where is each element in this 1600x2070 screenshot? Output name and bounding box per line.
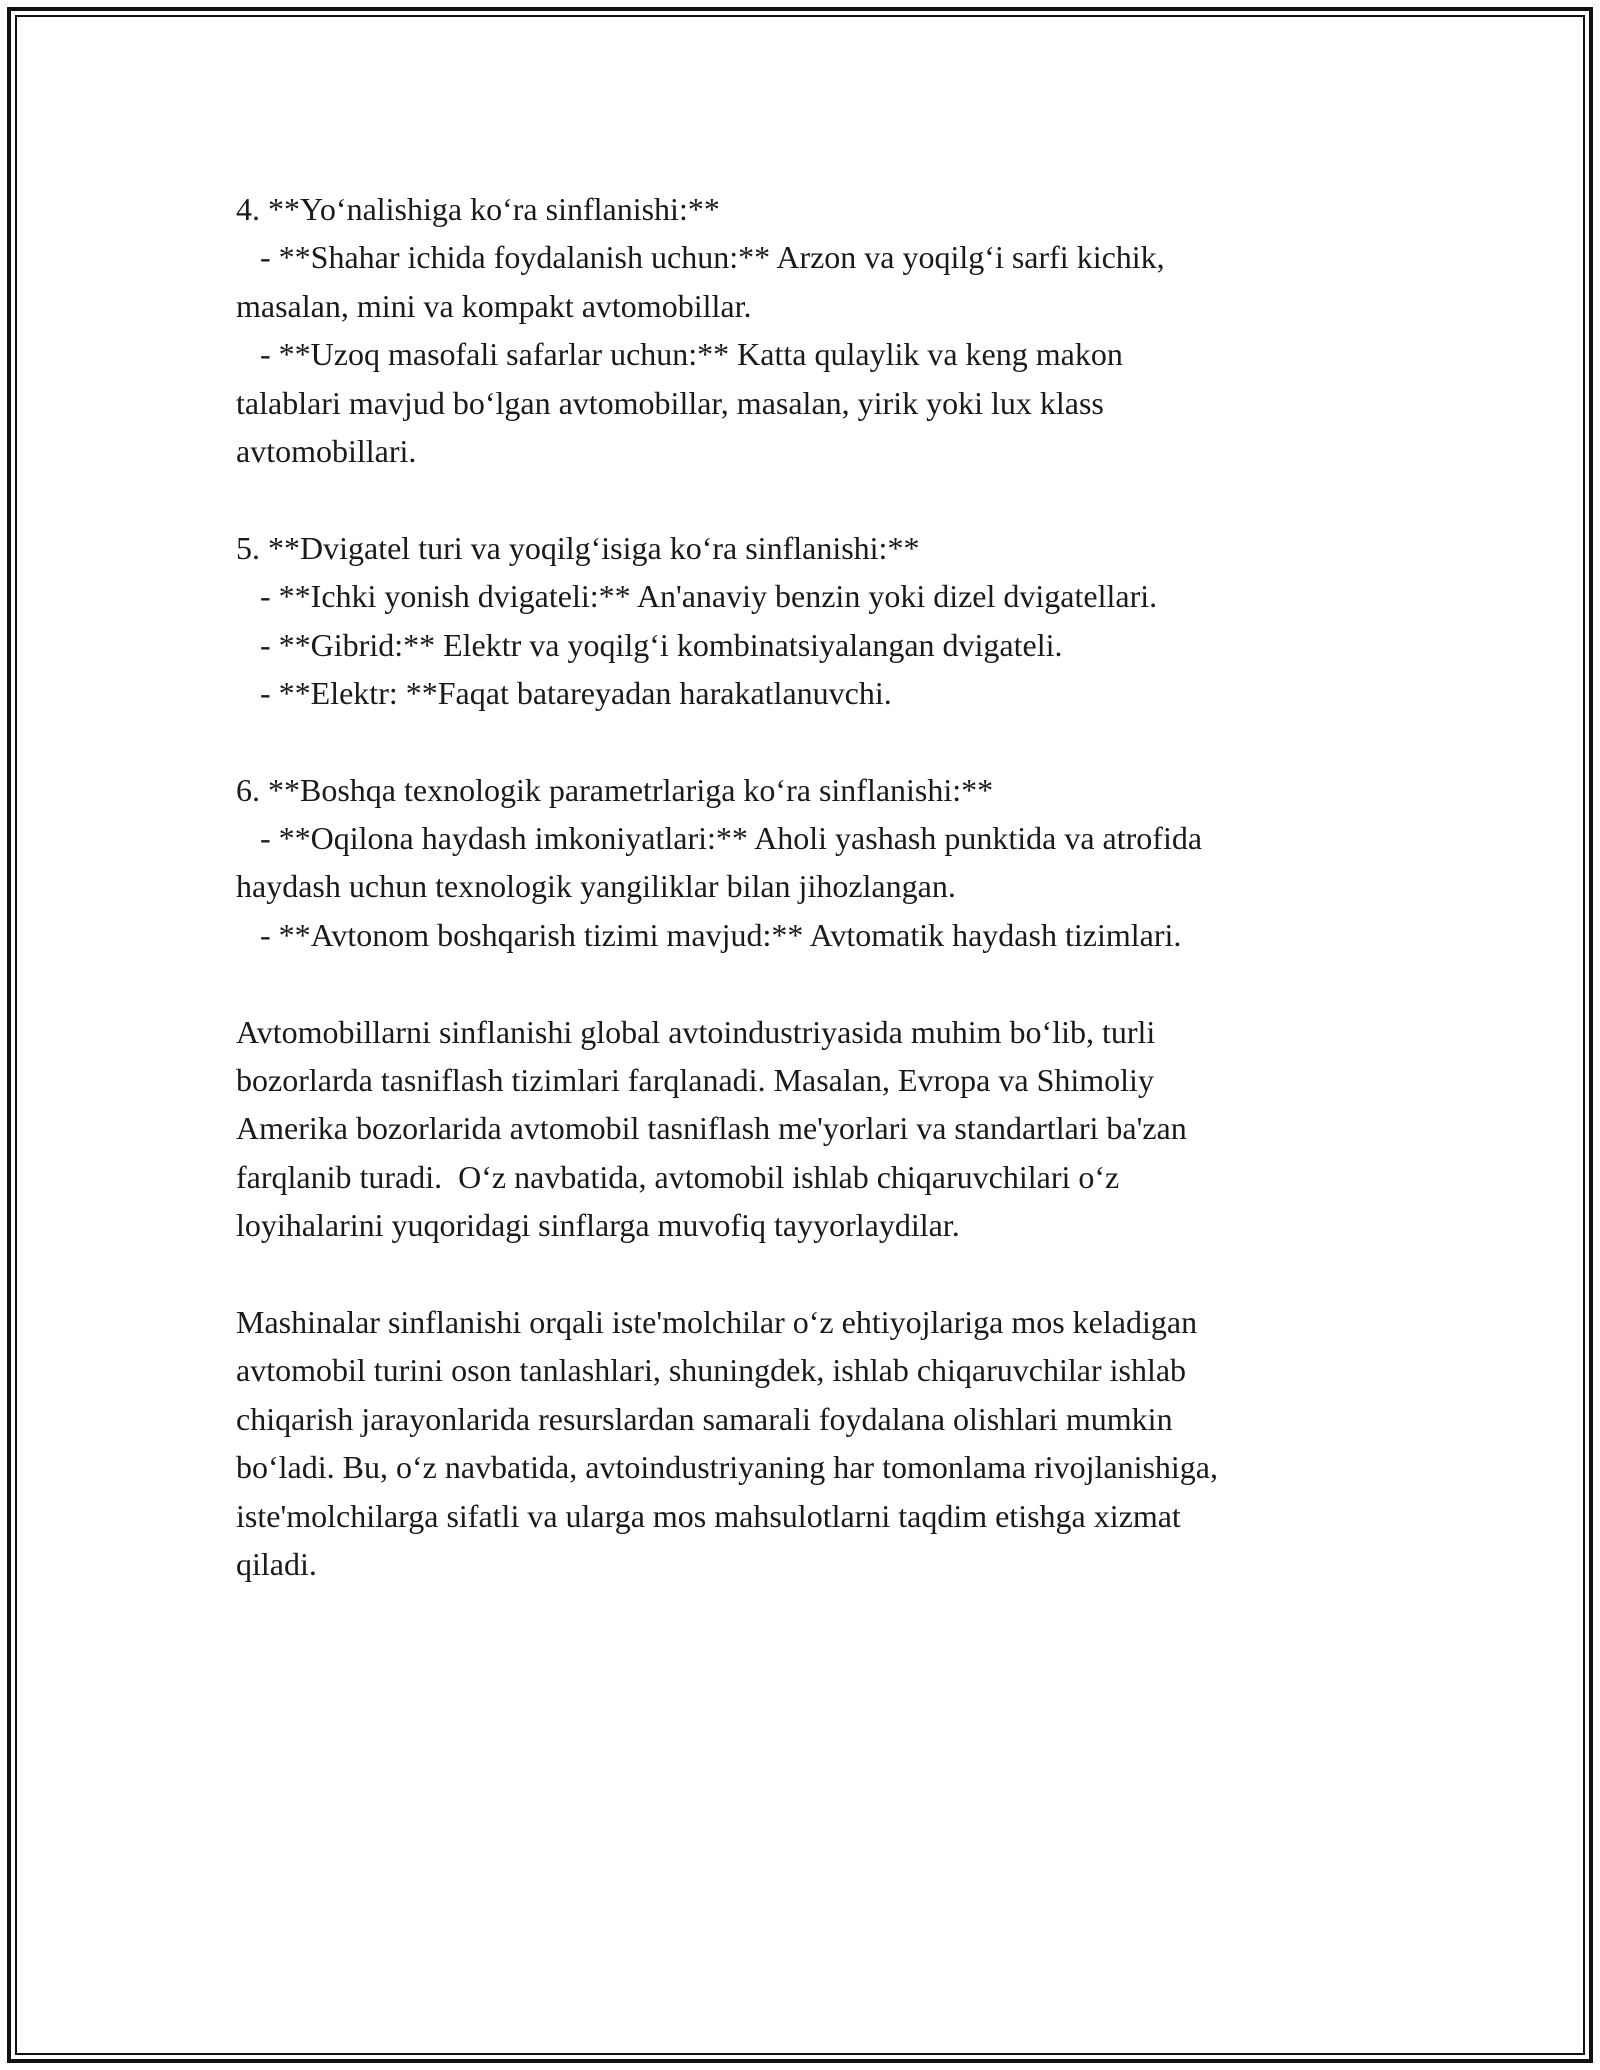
section-4-list [236, 185, 1386, 475]
paragraph-line: avtomobil turini oson tanlashlari, shuningdek, ishlab chiqaruvchilar ishlab [236, 1352, 1187, 1389]
paragraph-line: bo‘ladi. Bu, o‘z navbatida, avtoindustriyaning har tomonlama rivojlanishiga, [236, 1449, 1218, 1486]
paragraph-spacer [236, 717, 1386, 765]
section-heading: 6. **Boshqa texnologik parametrlariga ko‘ra sinflanishi:** [236, 771, 994, 808]
paragraph-line: Mashinalar sinflanishi orqali iste'molchilar o‘z ehtiyojlariga mos keladigan [236, 1303, 1198, 1340]
paragraph-line: Avtomobillarni sinflanishi global avtoindustriyasida muhim bo‘lib, turli [236, 1013, 1156, 1050]
paragraph-spacer [236, 1250, 1386, 1298]
list-item-line: - **Oqilona haydash imkoniyatlari:** Aholi yashash punktida va atrofida [236, 820, 1203, 857]
list-item-line: - **Avtonom boshqarish tizimi mavjud:** Avtomatik haydash tizimlari. [236, 916, 1182, 953]
paragraph-line: Amerika bozorlarida avtomobil tasniflash me'yorlari va standartlari ba'zan [236, 1110, 1187, 1147]
list-item-line: - **Gibrid:** Elektr va yoqilg‘i kombinatsiyalangan dvigateli. [236, 626, 1063, 663]
list-item-line: - **Elektr: **Faqat batareyadan harakatlanuvchi. [236, 674, 892, 711]
list-item-line: - **Shahar ichida foydalanish uchun:** Arzon va yoqilg‘i sarfi kichik, [236, 239, 1165, 276]
section-6-list [236, 766, 1386, 960]
list-item-line: masalan, mini va kompakt avtomobillar. [236, 287, 752, 324]
paragraph-line: chiqarish jarayonlarida resurslardan samarali foydalana olishlari mumkin [236, 1400, 1173, 1437]
list-item-line: haydash uchun texnologik yangiliklar bilan jihozlangan. [236, 868, 956, 905]
paragraph-spacer [236, 475, 1386, 523]
section-heading: 5. **Dvigatel turi va yoqilg‘isiga ko‘ra sinflanishi:** [236, 529, 920, 566]
paragraph-line: bozorlarda tasniflash tizimlari farqlanadi. Masalan, Evropa va Shimoliy [236, 1062, 1154, 1099]
list-item-line: - **Uzoq masofali safarlar uchun:** Katta qulaylik va keng makon [236, 336, 1123, 373]
section-5-list [236, 524, 1386, 718]
list-item-line: avtomobillari. [236, 432, 417, 469]
paragraph-line: farqlanib turadi. O‘z navbatida, avtomobil ishlab chiqaruvchilari o‘z [236, 1158, 1120, 1195]
paragraph-line: iste'molchilarga sifatli va ularga mos mahsulotlarni taqdim etishga xizmat [236, 1497, 1181, 1534]
body-paragraph-1 [236, 1008, 1386, 1250]
paragraph-line: loyihalarini yuqoridagi sinflarga muvofiq tayyorlaydilar. [236, 1207, 960, 1244]
paragraph-line: qiladi. [236, 1545, 317, 1582]
paragraph-spacer [236, 959, 1386, 1007]
list-item-line: talablari mavjud bo‘lgan avtomobillar, masalan, yirik yoki lux klass [236, 384, 1104, 421]
section-heading: 4. **Yo‘nalishiga ko‘ra sinflanishi:** [236, 191, 720, 227]
list-item-line: - **Ichki yonish dvigateli:** An'anaviy benzin yoki dizel dvigatellari. [236, 578, 1158, 615]
document-body [236, 185, 1386, 1588]
body-paragraph-2 [236, 1298, 1386, 1588]
